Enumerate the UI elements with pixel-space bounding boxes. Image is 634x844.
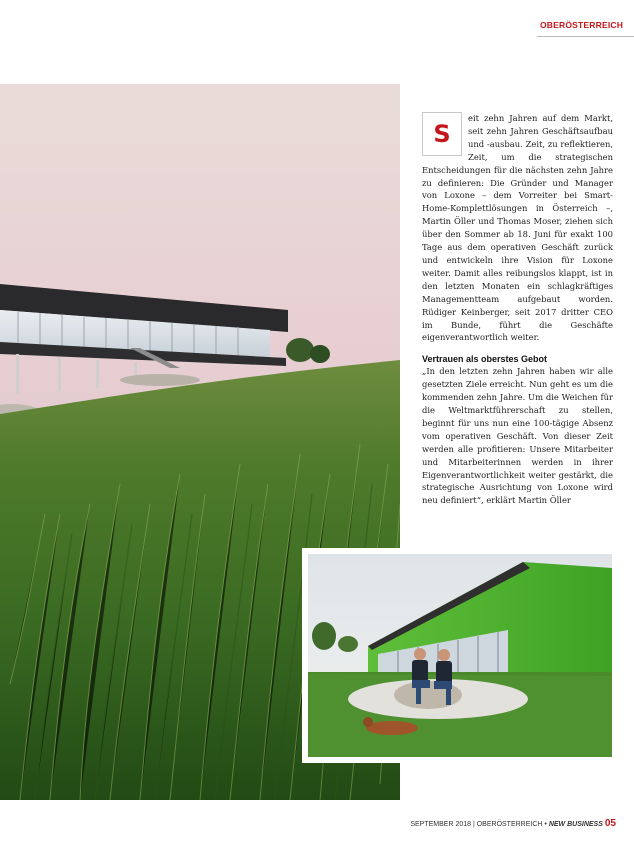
page-footer [410,818,616,829]
quote-paragraph: „In den letzten zehn Jahren haben wir alle gesetzten Ziele erreicht. Nun geht es um die kommenden zehn Jahre. Um die Weichen für die Weltmarktführerschaft zu stellen, beginnt für uns nun eine 100-tägige Absenz vom operativen Geschäft. Von dieser Zeit werden alle profitieren: Unsere Mitarbeiter und Mitarbeiterinnen werden in ihrer Eigenverantwortlichkeit weiter gestärkt, die strategische Ausrichtung von Loxone wird neu definiert“, erklärt Martin Öller [422,366,613,506]
inset-photo [302,548,618,763]
intro-paragraph [422,112,613,344]
drop-cap: S [422,112,462,156]
article-body [422,112,613,507]
section-label: OBERÖSTERREICH [540,20,624,30]
subheading: Vertrauen als oberstes Gebot [422,354,548,365]
footer-publication: NEW BUSINESS [548,821,603,828]
footer-issue: SEPTEMBER 2018 | OBERÖSTERREICH • [410,821,549,828]
intro-text: eit zehn Jahren auf dem Markt, seit zehn Jahren Geschäftsaufbau und -ausbau. Zeit, zu reflektieren, Zeit, um die strategischen Entscheidungen für die nächsten zehn Jahre zu definieren: Die Gründer und Manager von Loxone – dem Vorreiter bei Smart-Home-Komplettlösungen in Österreich –, Martin Öller und Thomas Moser, ziehen sich über den Sommer ab 18. Juni für exakt 100 Tage aus dem operativen Geschäft zurück und entwickeln ihre Vision für Loxone weiter. Damit alles reibungslos klappt, ist in den letzten Monaten ein schlagkräftiges Managementteam aufgebaut worden. Rüdiger Keinberger, seit 2017 dritter CEO im Bunde, führt die Geschäfte eigenverantwortlich weiter. [422,113,613,343]
section-divider [537,36,634,37]
page-number: 05 [604,818,616,829]
